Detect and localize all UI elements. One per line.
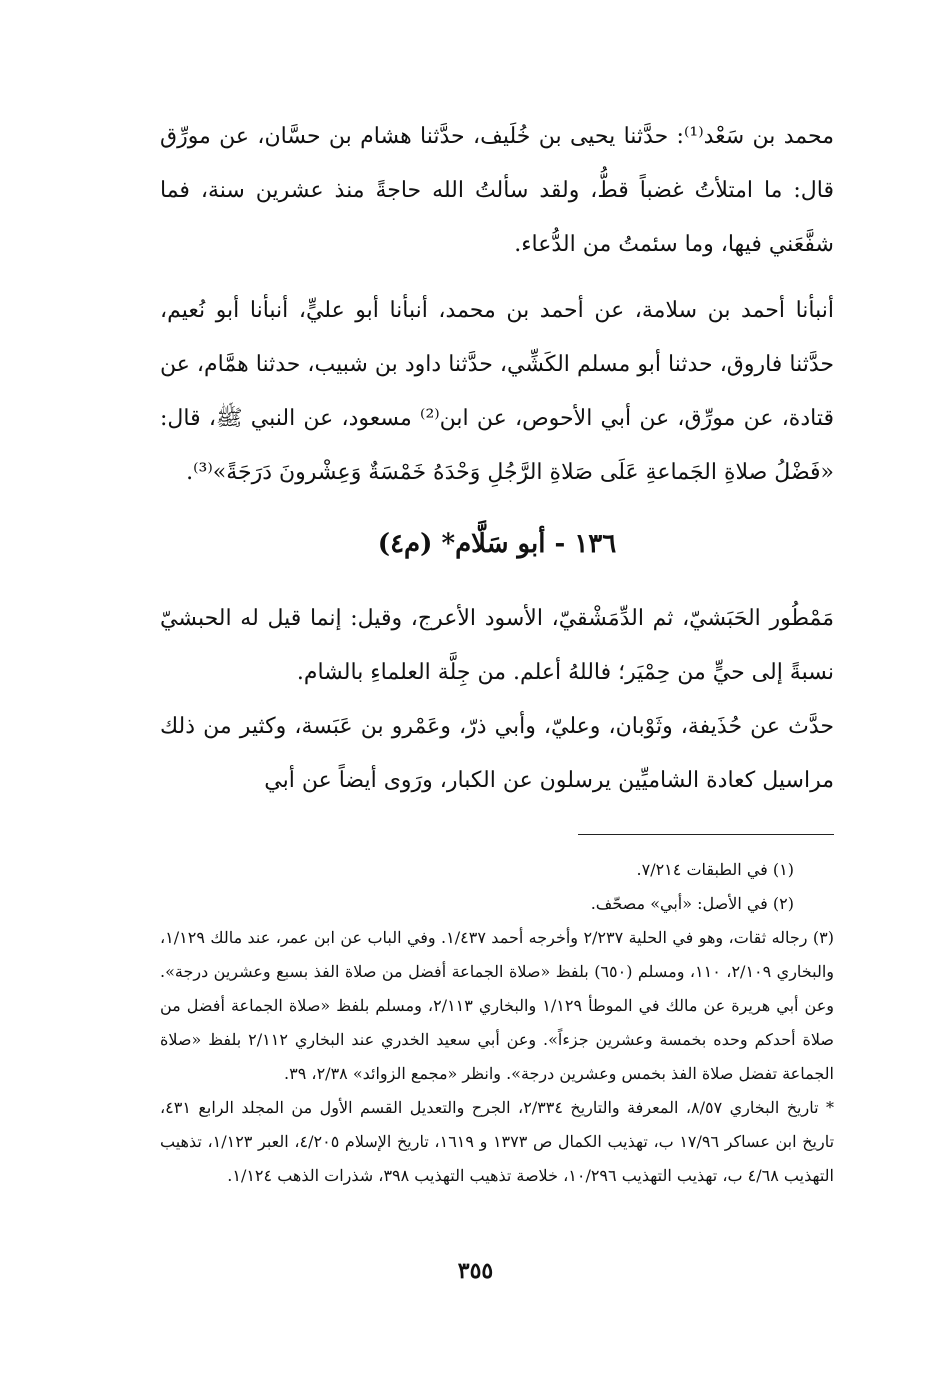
paragraph-ibn-sad-narration: محمد بن سَعْد⁽¹⁾: حدَّثنا يحيى بن خُلَيف، حدَّثنا هشام بن حسَّان، عن مورِّق قال: ما امتلأتُ غضباً قطُّ، ولقد سألتُ الله حاجةً منذ عشرين سنة، فما شفَّعَني فيها، وما سئمتُ من الدُّعاء.	[160, 124, 834, 257]
page-number: ٣٥٥	[457, 1258, 494, 1284]
page-body	[160, 110, 834, 1193]
footnote-3: (٣) رجاله ثقات، وهو في الحلية ٢/٢٣٧ وأخرجه أحمد ١/٤٣٧. وفي الباب عن ابن عمر، عند مالك ١/١٢٩، والبخاري ٢/١٠٩، ١١٠، ومسلم (٦٥٠) بلفظ «صلاة الجماعة أفضل من صلاة الفذ بسبع وعشرين درجة». وعن أبي هريرة عن مالك في الموطأ ١/١٢٩ والبخاري ٢/١١٣، ومسلم بلفظ «صلاة الجماعة أفضل من صلاة أحدكم وحده بخمسة وعشرين جزءاً». وعن أبي سعيد الخدري عند البخاري ٢/١١٢ بلفظ «صلاة الجماعة تفضل صلاة الفذ بخمس وعشرين درجة». وانظر «مجمع الزوائد» ٢/٣٨، ٣٩.	[160, 928, 835, 1083]
paragraph-gap	[160, 272, 834, 284]
paragraph-hadith-isnad: أنبأنا أحمد بن سلامة، عن أحمد بن محمد، أنبأنا أبو عليٍّ، أنبأنا أبو نُعيم، حدَّثنا فاروق، حدثنا أبو مسلم الكَشِّي، حدَّثنا داود بن شبيب، حدثنا همَّام، عن قتادة، عن مورِّق، عن أبي الأحوص، عن ابن⁽²⁾ مسعود، عن النبي ﷺ، قال: «فَضْلُ صلاةِ الجَماعةِ عَلَى صَلاةِ الرَّجُلِ وَحْدَهُ خَمْسَةٌ وَعِشْرونَ دَرَجَةً»⁽³⁾.	[160, 298, 834, 485]
paragraph-narrators: حدَّث عن حُذَيفة، وثَوْبان، وعليّ، وأبي ذرّ، وعَمْرو بن عَبَسة، وكثير من ذلك مراسيل كعادة الشاميِّين يرسلون عن الكبار، ورَوى أيضاً عن أبي	[160, 714, 834, 793]
footnote-sources: * تاريخ البخاري ٨/٥٧، المعرفة والتاريخ ٢/٣٣٤، الجرح والتعديل القسم الأول من المجلد الرابع ٤٣١، تاريخ ابن عساكر ١٧/٩٦ ب، تهذيب الكمال ص ١٣٧٣ و ١٦١٩، تاريخ الإسلام ٤/٢٠٥، العبر ١/١٢٣، تذهيب التهذيب ٤/٦٨ ب، تهذيب التهذيب ١٠/٢٩٦، خلاصة تذهيب التهذيب ٣٩٨، شذرات الذهب ١/١٢٤.	[160, 1098, 835, 1185]
footnote-1: (١) في الطبقات ٧/٢١٤.	[636, 860, 794, 879]
biography-heading: ١٣٦ - أبو سَلَّام* (م٤)	[377, 529, 617, 559]
paragraph-biography-intro: مَمْطُور الحَبَشيّ، ثم الدِّمَشْقيّ، الأسود الأعرج، وقيل: إنما قيل له الحبشيّ نسبةً إلى حيٍّ من حِمْيَر؛ فاللهُ أعلم. من جِلَّة العلماءِ بالشام.	[160, 606, 834, 685]
footnote-2: (٢) في الأصل: «أبي» مصحّف.	[590, 894, 794, 913]
footnote-divider	[578, 834, 834, 835]
